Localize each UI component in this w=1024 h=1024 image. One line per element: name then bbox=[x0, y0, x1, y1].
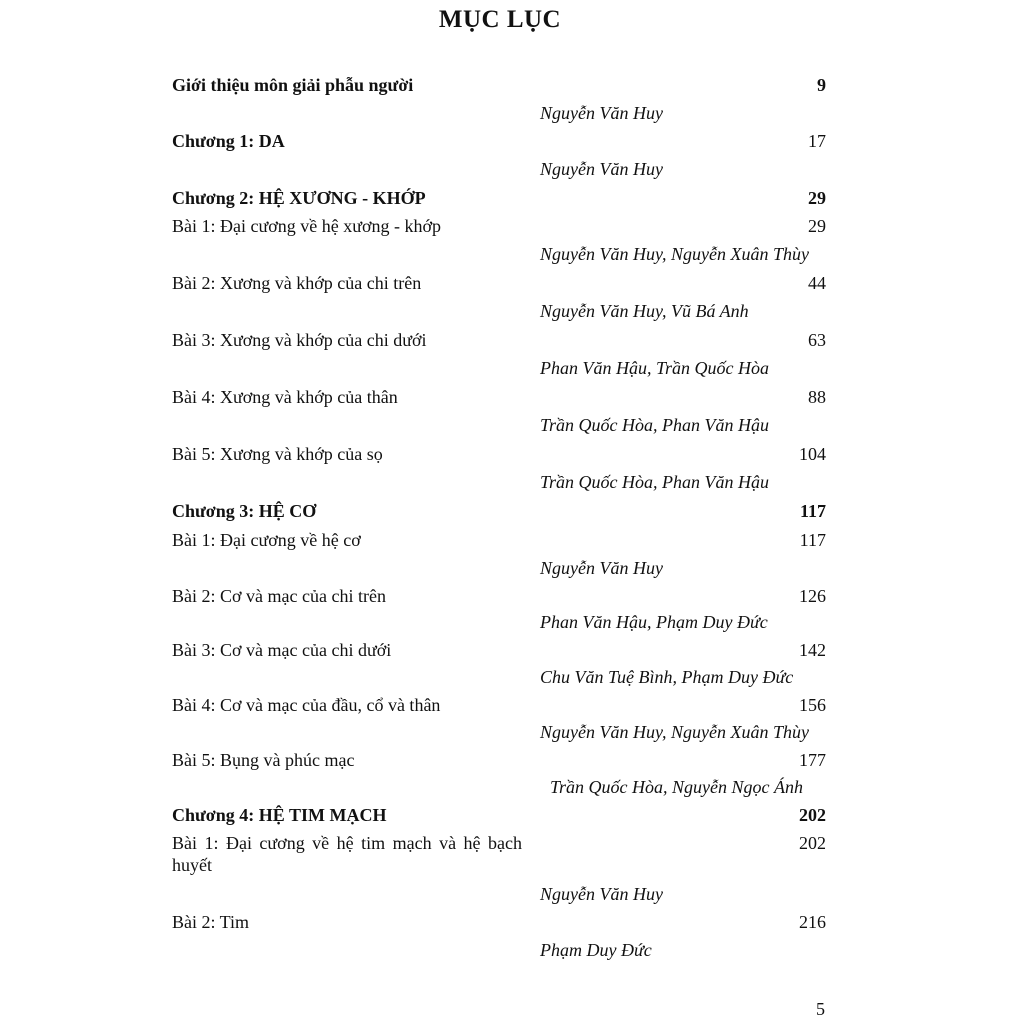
toc-entry-title: Chương 2: HỆ XƯƠNG - KHỚP bbox=[172, 188, 426, 208]
toc-entry-title: Bài 2: Cơ và mạc của chi trên bbox=[172, 586, 386, 606]
toc-entry-page: 29 bbox=[808, 188, 826, 208]
toc-entry-page: 202 bbox=[799, 805, 826, 825]
toc-entry-author: Nguyễn Văn Huy bbox=[540, 558, 663, 578]
toc-entry-author: Chu Văn Tuệ Bình, Phạm Duy Đức bbox=[540, 667, 794, 687]
toc-entry-title bbox=[172, 130, 285, 152]
toc-entry-author: Trần Quốc Hòa, Phan Văn Hậu bbox=[540, 472, 769, 492]
toc-entry-page: 117 bbox=[799, 530, 826, 550]
toc-entry[interactable] bbox=[172, 529, 826, 555]
toc-entry-page: 202 bbox=[799, 833, 826, 853]
toc-entry-title-line2: huyết bbox=[172, 855, 212, 875]
toc-entry-page: 29 bbox=[808, 216, 826, 236]
toc-entry-title: Bài 1: Đại cương về hệ cơ bbox=[172, 530, 361, 550]
toc-entry-page: 104 bbox=[799, 444, 826, 464]
toc-entry-page: 142 bbox=[799, 640, 826, 660]
toc-entry[interactable] bbox=[172, 329, 826, 355]
toc-entry-author: Trần Quốc Hòa, Phan Văn Hậu bbox=[540, 415, 769, 435]
toc-entry-page: 156 bbox=[799, 695, 826, 715]
toc-entry-title: Bài 3: Cơ và mạc của chi dưới bbox=[172, 640, 392, 660]
page-title: MỤC LỤC bbox=[438, 6, 562, 33]
toc-entry-title bbox=[172, 832, 522, 876]
chapter-name: : DA bbox=[248, 131, 285, 151]
page-number: 5 bbox=[816, 999, 825, 1019]
toc-entry-page: 17 bbox=[808, 131, 826, 151]
toc-entry-title: Giới thiệu môn giải phẫu người bbox=[172, 75, 414, 95]
toc-entry-title: Bài 3: Xương và khớp của chi dưới bbox=[172, 330, 427, 350]
toc-entry[interactable] bbox=[172, 749, 826, 775]
toc-entry-title: Chương 4: HỆ TIM MẠCH bbox=[172, 805, 387, 825]
toc-entry-author: Phan Văn Hậu, Phạm Duy Đức bbox=[540, 612, 768, 632]
toc-entry-author: Nguyễn Văn Huy, Vũ Bá Anh bbox=[540, 301, 749, 321]
toc-entry[interactable] bbox=[172, 832, 826, 880]
toc-entry[interactable] bbox=[172, 911, 826, 937]
toc-entry-title: Bài 5: Xương và khớp của sọ bbox=[172, 444, 383, 464]
toc-entry-page: 44 bbox=[808, 273, 826, 293]
toc-entry-title: Bài 2: Xương và khớp của chi trên bbox=[172, 273, 422, 293]
toc-entry-page: 126 bbox=[799, 586, 826, 606]
toc-entry-author: Nguyễn Văn Huy, Nguyễn Xuân Thùy bbox=[540, 722, 809, 742]
toc-entry[interactable] bbox=[172, 694, 826, 720]
toc-entry-page: 88 bbox=[808, 387, 826, 407]
toc-entry[interactable] bbox=[172, 272, 826, 298]
toc-entry-title-line1: Bài 1: Đại cương về hệ tim mạch và hệ bạch bbox=[172, 833, 522, 853]
chapter-number: Chương 1 bbox=[172, 131, 249, 151]
toc-entry-author: Nguyễn Văn Huy, Nguyễn Xuân Thùy bbox=[540, 244, 809, 264]
toc-entry-author: Nguyễn Văn Huy bbox=[540, 159, 663, 179]
toc-entry-title: Bài 4: Cơ và mạc của đầu, cổ và thân bbox=[172, 695, 441, 715]
toc-entry-title: Bài 2: Tim bbox=[172, 912, 250, 932]
toc-entry-author: Nguyễn Văn Huy bbox=[540, 884, 663, 904]
toc-entry-page: 177 bbox=[799, 750, 826, 770]
toc-chapter[interactable] bbox=[172, 804, 826, 830]
toc-entry-page: 63 bbox=[808, 330, 826, 350]
toc-entry[interactable] bbox=[172, 443, 826, 469]
toc-entry-page: 9 bbox=[817, 75, 826, 95]
toc-entry-title: Bài 5: Bụng và phúc mạc bbox=[172, 750, 355, 770]
toc-entry-author: Nguyễn Văn Huy bbox=[540, 103, 663, 123]
toc-chapter[interactable] bbox=[172, 500, 826, 526]
toc-entry-title: Bài 1: Đại cương về hệ xương - khớp bbox=[172, 216, 442, 236]
toc-entry-title: Bài 4: Xương và khớp của thân bbox=[172, 387, 398, 407]
toc-entry-title: Chương 3: HỆ CƠ bbox=[172, 501, 317, 521]
toc-entry[interactable] bbox=[172, 215, 826, 241]
toc-entry-page: 117 bbox=[799, 501, 826, 521]
toc-chapter[interactable] bbox=[172, 187, 826, 213]
toc-entry-author: Phạm Duy Đức bbox=[540, 940, 652, 960]
toc-entry[interactable] bbox=[172, 386, 826, 412]
toc-entry[interactable] bbox=[172, 74, 826, 100]
toc-entry-author: Trần Quốc Hòa, Nguyễn Ngọc Ánh bbox=[550, 777, 803, 797]
toc-entry[interactable] bbox=[172, 585, 826, 611]
toc-entry-author: Phan Văn Hậu, Trần Quốc Hòa bbox=[540, 358, 769, 378]
toc-entry-page: 216 bbox=[799, 912, 826, 932]
toc-chapter[interactable] bbox=[172, 130, 826, 156]
toc-entry[interactable] bbox=[172, 639, 826, 665]
